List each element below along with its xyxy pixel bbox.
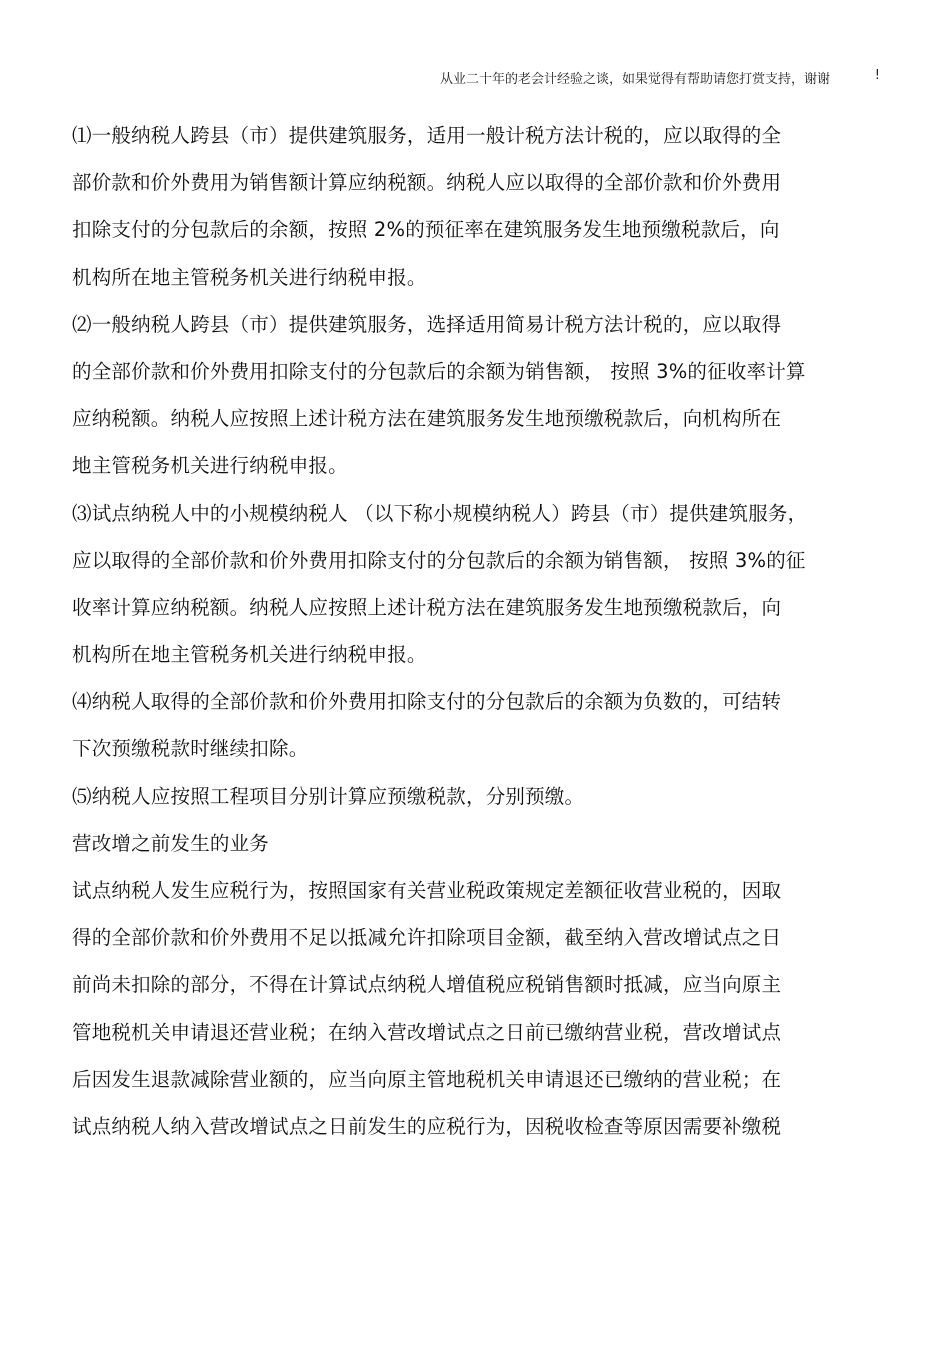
text-line: 机构所在地主管税务机关进行纳税申报。 (72, 643, 427, 667)
header-text: 从业二十年的老会计经验之谈，如果觉得有帮助请您打赏支持，谢谢 (440, 72, 831, 87)
text-line: 得的全部价款和价外费用不足以抵减允许扣除项目金额，截至纳入营改增试点之日 (72, 926, 782, 950)
text-line: 试点纳税人发生应税行为，按照国家有关营业税政策规定差额征收营业税的，因取 (72, 879, 782, 902)
header-mark: ! (874, 68, 880, 83)
text-line: 收率计算应纳税额。纳税人应按照上述计税方法在建筑服务发生地预缴税款后，向 (72, 595, 782, 619)
text-line: 应纳税额。纳税人应按照上述计税方法在建筑服务发生地预缴税款后，向机构所在 (72, 407, 782, 431)
page-header (440, 68, 880, 87)
section-heading: 营改增之前发生的业务 (72, 831, 270, 855)
text-line: 机构所在地主管税务机关进行纳税申报。 (72, 265, 427, 289)
text-line: ⑵一般纳税人跨县（市）提供建筑服务，选择适用简易计税方法计税的，应以取得 (72, 312, 782, 336)
text-line: 下次预缴税款时继续扣除。 (72, 737, 309, 761)
document-body (72, 124, 882, 1162)
text-line: 前尚未扣除的部分，不得在计算试点纳税人增值税应税销售额时抵减，应当向原主 (72, 973, 782, 997)
text-line: 的全部价款和价外费用扣除支付的分包款后的余额为销售额， 按照 3%的征收率计算 (72, 359, 806, 383)
text-line: ⑴一般纳税人跨县（市）提供建筑服务，适用一般计税方法计税的，应以取得的全 (72, 124, 782, 147)
text-line: 试点纳税人纳入营改增试点之日前发生的应税行为，因税收检查等原因需要补缴税 (72, 1114, 782, 1138)
text-line: 应以取得的全部价款和价外费用扣除支付的分包款后的余额为销售额， 按照 3%的征 (72, 548, 806, 572)
text-line: 地主管税务机关进行纳税申报。 (72, 454, 348, 478)
text-line: 扣除支付的分包款后的余额，按照 2%的预征率在建筑服务发生地预缴税款后，向 (72, 218, 780, 242)
text-line: ⑶试点纳税人中的小规模纳税人 （以下称小规模纳税人）跨县（市）提供建筑服务， (72, 501, 808, 525)
text-line: 后因发生退款减除营业额的，应当向原主管地税机关申请退还已缴纳的营业税；在 (72, 1067, 782, 1091)
text-line: 部价款和价外费用为销售额计算应纳税额。纳税人应以取得的全部价款和价外费用 (72, 171, 782, 195)
text-line: ⑸纳税人应按照工程项目分别计算应预缴税款，分别预缴。 (72, 784, 585, 808)
text-line: ⑷纳税人取得的全部价款和价外费用扣除支付的分包款后的余额为负数的，可结转 (72, 690, 782, 714)
text-line: 管地税机关申请退还营业税；在纳入营改增试点之日前已缴纳营业税，营改增试点 (72, 1020, 782, 1044)
